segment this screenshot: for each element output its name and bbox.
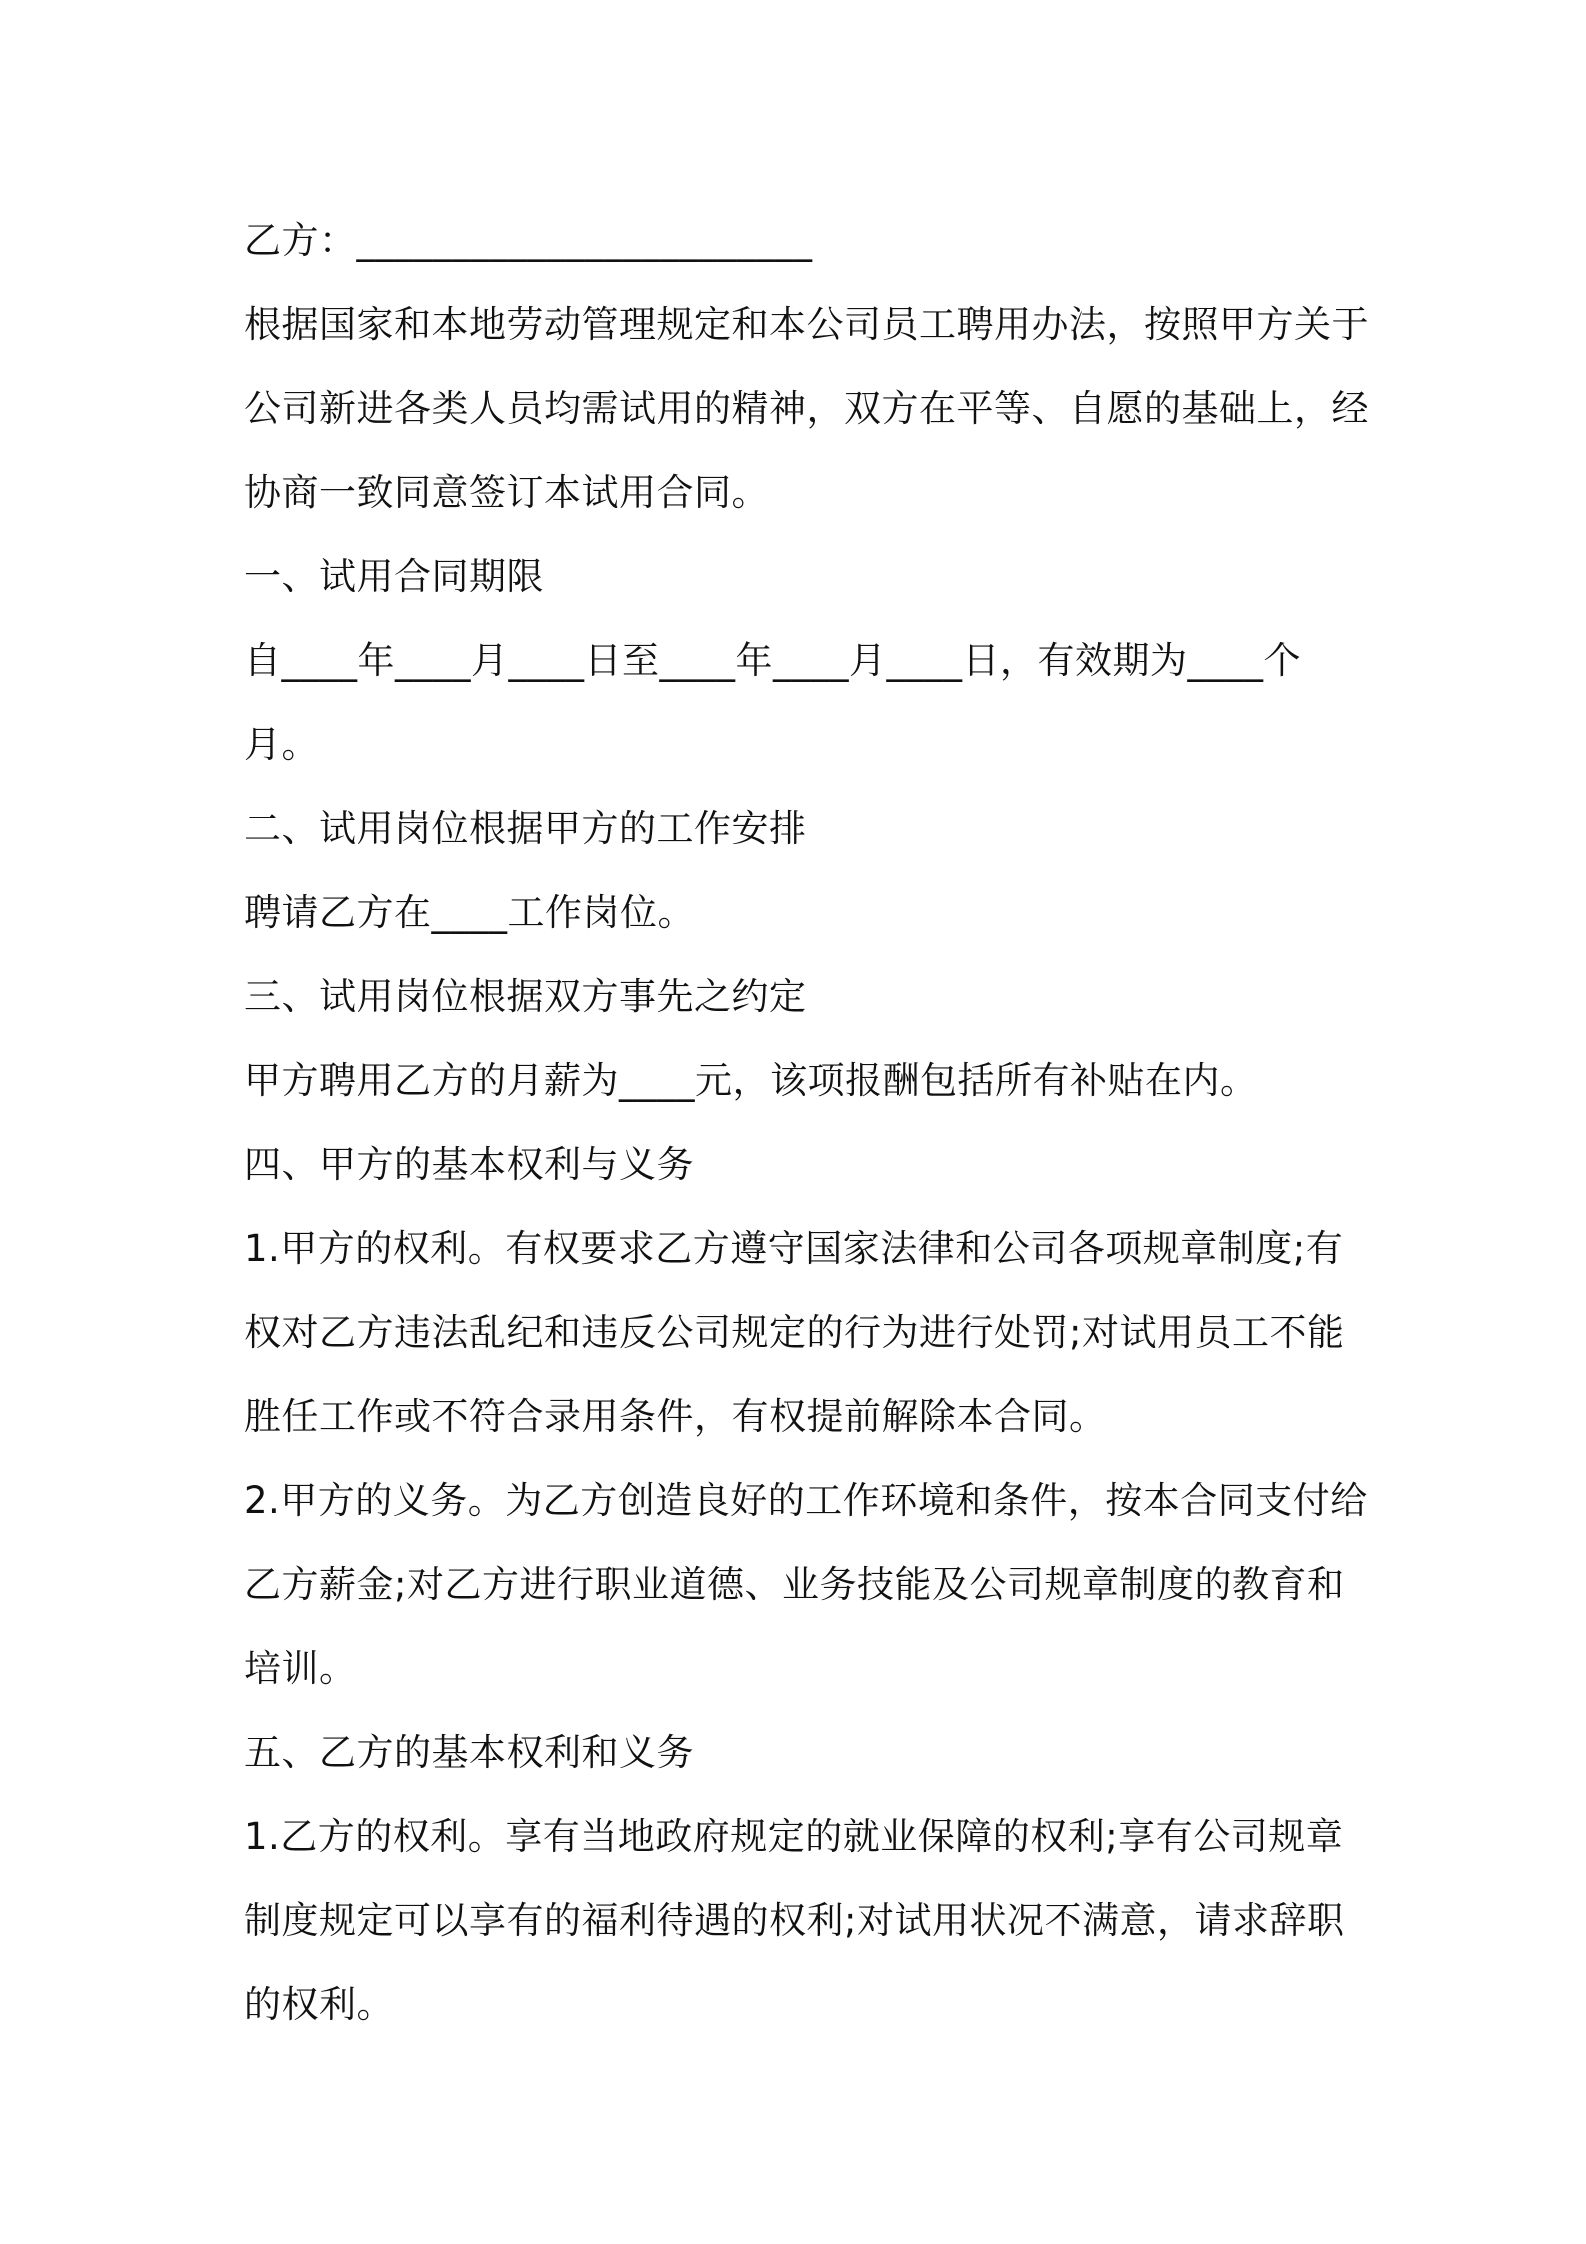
section-4-item-2-line-1: 2.甲方的义务。为乙方创造良好的工作环境和条件，按本合同支付给 bbox=[244, 1479, 1368, 1522]
contract-text bbox=[244, 199, 1369, 2047]
section-4-item-1-line-3: 胜任工作或不符合录用条件，有权提前解除本合同。 bbox=[244, 1395, 1107, 1438]
section-4-item-2-line-3: 培训。 bbox=[244, 1647, 357, 1690]
preamble-line-3: 协商一致同意签订本试用合同。 bbox=[244, 471, 769, 514]
section-3-text: 甲方聘用乙方的月薪为____元，该项报酬包括所有补贴在内。 bbox=[244, 1059, 1258, 1102]
section-4-item-2-line-2: 乙方薪金;对乙方进行职业道德、业务技能及公司规章制度的教育和 bbox=[244, 1563, 1345, 1606]
preamble-line-1: 根据国家和本地劳动管理规定和本公司员工聘用办法，按照甲方关于 bbox=[244, 303, 1369, 346]
section-5-item-1-line-1: 1.乙方的权利。享有当地政府规定的就业保障的权利;享有公司规章 bbox=[244, 1815, 1344, 1858]
section-4-item-1-line-2: 权对乙方违法乱纪和违反公司规定的行为进行处罚;对试用员工不能 bbox=[244, 1311, 1345, 1354]
section-4-heading: 四、甲方的基本权利与义务 bbox=[244, 1143, 694, 1186]
section-5-item-1-line-2: 制度规定可以享有的福利待遇的权利;对试用状况不满意，请求辞职 bbox=[244, 1899, 1345, 1942]
section-3-heading: 三、试用岗位根据双方事先之约定 bbox=[244, 975, 807, 1018]
section-1-text-1: 自____年____月____日至____年____月____日，有效期为____个 bbox=[244, 639, 1301, 682]
section-1-text-2: 月。 bbox=[244, 723, 319, 766]
section-4-item-1-line-1: 1.甲方的权利。有权要求乙方遵守国家法律和公司各项规章制度;有 bbox=[244, 1227, 1344, 1270]
preamble-line-2: 公司新进各类人员均需试用的精神，双方在平等、自愿的基础上，经 bbox=[244, 387, 1369, 430]
section-1-heading: 一、试用合同期限 bbox=[244, 555, 544, 598]
section-5-item-1-line-3: 的权利。 bbox=[244, 1983, 394, 2026]
section-2-text: 聘请乙方在____工作岗位。 bbox=[244, 891, 695, 934]
section-5-heading: 五、乙方的基本权利和义务 bbox=[244, 1731, 694, 1774]
party-b-line: 乙方：________________________ bbox=[244, 219, 813, 262]
section-2-heading: 二、试用岗位根据甲方的工作安排 bbox=[244, 807, 807, 850]
